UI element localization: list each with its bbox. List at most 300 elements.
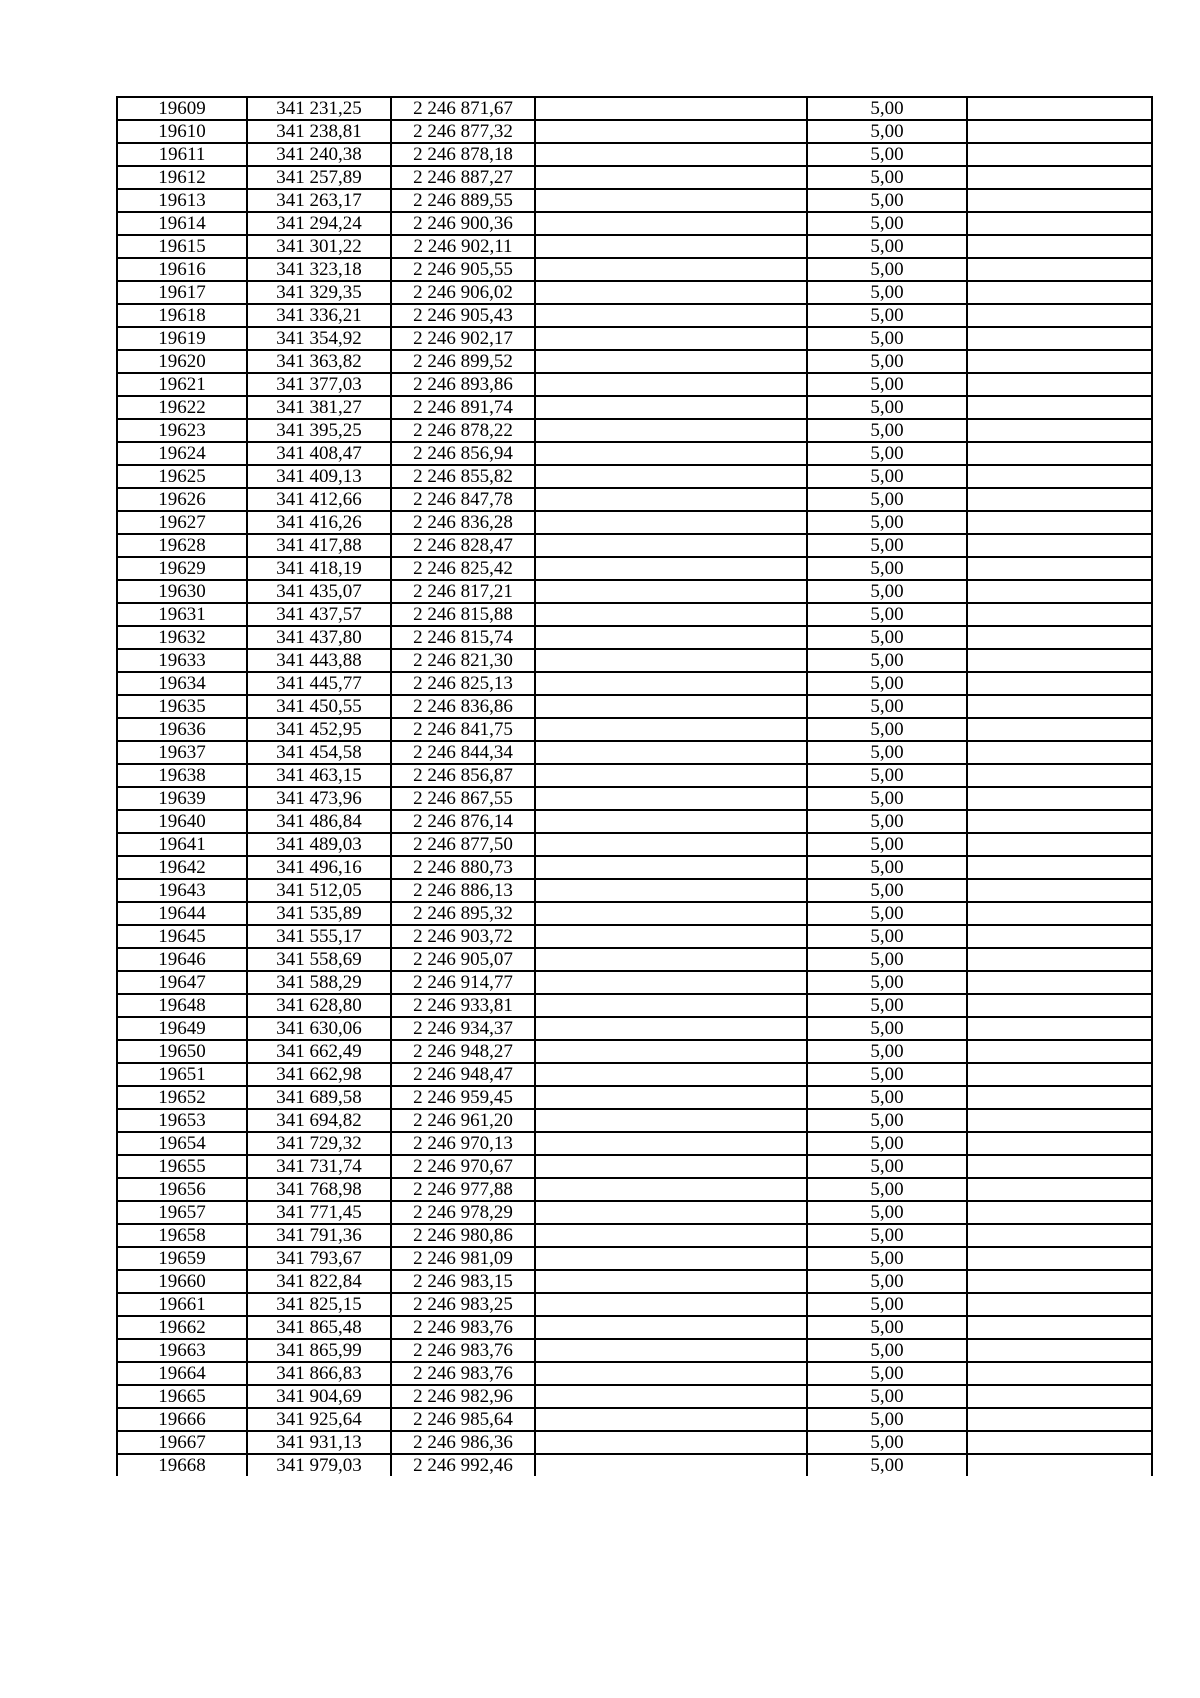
blank-cell [967,97,1152,120]
x-coordinate-cell: 341 450,55 [247,695,391,718]
blank-cell [967,603,1152,626]
blank-cell [535,603,807,626]
point-number-cell: 19642 [117,856,247,879]
blank-cell [967,580,1152,603]
table-row [117,1431,1152,1454]
table-row [117,1201,1152,1224]
point-number-cell: 19628 [117,534,247,557]
blank-cell [535,580,807,603]
tolerance-cell: 5,00 [807,1109,967,1132]
x-coordinate-cell: 341 323,18 [247,258,391,281]
tolerance-cell: 5,00 [807,649,967,672]
blank-cell [967,511,1152,534]
x-coordinate-cell: 341 662,49 [247,1040,391,1063]
blank-cell [535,1339,807,1362]
blank-cell [535,304,807,327]
y-coordinate-cell: 2 246 981,09 [391,1247,535,1270]
blank-cell [535,1040,807,1063]
x-coordinate-cell: 341 925,64 [247,1408,391,1431]
tolerance-cell: 5,00 [807,189,967,212]
table-row [117,1454,1152,1476]
blank-cell [967,1017,1152,1040]
y-coordinate-cell: 2 246 856,94 [391,442,535,465]
blank-cell [535,1431,807,1454]
table-row [117,626,1152,649]
x-coordinate-cell: 341 336,21 [247,304,391,327]
x-coordinate-cell: 341 535,89 [247,902,391,925]
blank-cell [967,925,1152,948]
table-row [117,695,1152,718]
y-coordinate-cell: 2 246 905,43 [391,304,535,327]
blank-cell [535,764,807,787]
tolerance-cell: 5,00 [807,856,967,879]
y-coordinate-cell: 2 246 828,47 [391,534,535,557]
blank-cell [535,1270,807,1293]
table-row [117,580,1152,603]
tolerance-cell: 5,00 [807,350,967,373]
table-row [117,235,1152,258]
point-number-cell: 19636 [117,718,247,741]
tolerance-cell: 5,00 [807,741,967,764]
tolerance-cell: 5,00 [807,994,967,1017]
point-number-cell: 19627 [117,511,247,534]
point-number-cell: 19662 [117,1316,247,1339]
y-coordinate-cell: 2 246 841,75 [391,718,535,741]
table-row [117,396,1152,419]
blank-cell [967,1362,1152,1385]
x-coordinate-cell: 341 381,27 [247,396,391,419]
blank-cell [967,810,1152,833]
x-coordinate-cell: 341 329,35 [247,281,391,304]
table-row [117,442,1152,465]
tolerance-cell: 5,00 [807,925,967,948]
tolerance-cell: 5,00 [807,511,967,534]
table-row [117,902,1152,925]
point-number-cell: 19620 [117,350,247,373]
blank-cell [535,1224,807,1247]
blank-cell [535,626,807,649]
blank-cell [967,1408,1152,1431]
blank-cell [535,1293,807,1316]
blank-cell [967,304,1152,327]
blank-cell [967,1293,1152,1316]
point-number-cell: 19637 [117,741,247,764]
y-coordinate-cell: 2 246 986,36 [391,1431,535,1454]
tolerance-cell: 5,00 [807,373,967,396]
blank-cell [967,1155,1152,1178]
blank-cell [967,373,1152,396]
y-coordinate-cell: 2 246 893,86 [391,373,535,396]
blank-cell [967,856,1152,879]
blank-cell [535,235,807,258]
blank-cell [967,534,1152,557]
y-coordinate-cell: 2 246 948,47 [391,1063,535,1086]
tolerance-cell: 5,00 [807,281,967,304]
blank-cell [967,189,1152,212]
point-number-cell: 19631 [117,603,247,626]
point-number-cell: 19643 [117,879,247,902]
point-number-cell: 19659 [117,1247,247,1270]
y-coordinate-cell: 2 246 978,29 [391,1201,535,1224]
x-coordinate-cell: 341 496,16 [247,856,391,879]
table-row [117,672,1152,695]
point-number-cell: 19653 [117,1109,247,1132]
tolerance-cell: 5,00 [807,764,967,787]
x-coordinate-cell: 341 377,03 [247,373,391,396]
x-coordinate-cell: 341 558,69 [247,948,391,971]
table-row [117,1086,1152,1109]
point-number-cell: 19649 [117,1017,247,1040]
x-coordinate-cell: 341 409,13 [247,465,391,488]
tolerance-cell: 5,00 [807,1017,967,1040]
tolerance-cell: 5,00 [807,258,967,281]
y-coordinate-cell: 2 246 982,96 [391,1385,535,1408]
blank-cell [535,396,807,419]
blank-cell [967,718,1152,741]
x-coordinate-cell: 341 257,89 [247,166,391,189]
table-row [117,925,1152,948]
point-number-cell: 19644 [117,902,247,925]
tolerance-cell: 5,00 [807,442,967,465]
blank-cell [967,1454,1152,1476]
tolerance-cell: 5,00 [807,465,967,488]
point-number-cell: 19612 [117,166,247,189]
tolerance-cell: 5,00 [807,304,967,327]
x-coordinate-cell: 341 689,58 [247,1086,391,1109]
y-coordinate-cell: 2 246 905,07 [391,948,535,971]
y-coordinate-cell: 2 246 903,72 [391,925,535,948]
point-number-cell: 19629 [117,557,247,580]
point-number-cell: 19655 [117,1155,247,1178]
blank-cell [967,143,1152,166]
point-number-cell: 19650 [117,1040,247,1063]
y-coordinate-cell: 2 246 855,82 [391,465,535,488]
y-coordinate-cell: 2 246 825,13 [391,672,535,695]
point-number-cell: 19664 [117,1362,247,1385]
x-coordinate-cell: 341 731,74 [247,1155,391,1178]
table-row [117,350,1152,373]
y-coordinate-cell: 2 246 980,86 [391,1224,535,1247]
y-coordinate-cell: 2 246 983,76 [391,1362,535,1385]
table-row [117,1178,1152,1201]
y-coordinate-cell: 2 246 891,74 [391,396,535,419]
y-coordinate-cell: 2 246 902,11 [391,235,535,258]
blank-cell [967,1270,1152,1293]
blank-cell [967,948,1152,971]
table-row [117,166,1152,189]
blank-cell [535,1247,807,1270]
blank-cell [967,442,1152,465]
x-coordinate-cell: 341 301,22 [247,235,391,258]
point-number-cell: 19640 [117,810,247,833]
x-coordinate-cell: 341 979,03 [247,1454,391,1476]
x-coordinate-cell: 341 240,38 [247,143,391,166]
blank-cell [535,971,807,994]
x-coordinate-cell: 341 437,57 [247,603,391,626]
x-coordinate-cell: 341 489,03 [247,833,391,856]
blank-cell [535,1155,807,1178]
table-row [117,994,1152,1017]
blank-cell [535,833,807,856]
x-coordinate-cell: 341 486,84 [247,810,391,833]
tolerance-cell: 5,00 [807,695,967,718]
point-number-cell: 19633 [117,649,247,672]
table-row [117,419,1152,442]
blank-cell [535,557,807,580]
tolerance-cell: 5,00 [807,1362,967,1385]
tolerance-cell: 5,00 [807,1431,967,1454]
x-coordinate-cell: 341 443,88 [247,649,391,672]
blank-cell [535,120,807,143]
table-row [117,1247,1152,1270]
x-coordinate-cell: 341 452,95 [247,718,391,741]
y-coordinate-cell: 2 246 878,22 [391,419,535,442]
y-coordinate-cell: 2 246 906,02 [391,281,535,304]
blank-cell [967,626,1152,649]
y-coordinate-cell: 2 246 815,74 [391,626,535,649]
y-coordinate-cell: 2 246 983,15 [391,1270,535,1293]
x-coordinate-cell: 341 354,92 [247,327,391,350]
blank-cell [967,1247,1152,1270]
y-coordinate-cell: 2 246 880,73 [391,856,535,879]
blank-cell [967,1224,1152,1247]
x-coordinate-cell: 341 771,45 [247,1201,391,1224]
point-number-cell: 19614 [117,212,247,235]
tolerance-cell: 5,00 [807,1316,967,1339]
x-coordinate-cell: 341 417,88 [247,534,391,557]
blank-cell [535,419,807,442]
tolerance-cell: 5,00 [807,672,967,695]
x-coordinate-cell: 341 463,15 [247,764,391,787]
table-row [117,143,1152,166]
blank-cell [535,189,807,212]
table-row [117,1063,1152,1086]
y-coordinate-cell: 2 246 815,88 [391,603,535,626]
point-number-cell: 19668 [117,1454,247,1476]
blank-cell [967,1385,1152,1408]
tolerance-cell: 5,00 [807,327,967,350]
y-coordinate-cell: 2 246 844,34 [391,741,535,764]
blank-cell [535,143,807,166]
point-number-cell: 19641 [117,833,247,856]
blank-cell [535,350,807,373]
tolerance-cell: 5,00 [807,1155,967,1178]
blank-cell [535,1178,807,1201]
blank-cell [967,350,1152,373]
tolerance-cell: 5,00 [807,1339,967,1362]
point-number-cell: 19615 [117,235,247,258]
tolerance-cell: 5,00 [807,1270,967,1293]
blank-cell [535,1385,807,1408]
table-row [117,764,1152,787]
blank-cell [535,1316,807,1339]
blank-cell [967,235,1152,258]
blank-cell [967,1316,1152,1339]
y-coordinate-cell: 2 246 992,46 [391,1454,535,1476]
blank-cell [967,166,1152,189]
table-row [117,603,1152,626]
tolerance-cell: 5,00 [807,971,967,994]
point-number-cell: 19646 [117,948,247,971]
tolerance-cell: 5,00 [807,1040,967,1063]
blank-cell [967,649,1152,672]
x-coordinate-cell: 341 416,26 [247,511,391,534]
y-coordinate-cell: 2 246 900,36 [391,212,535,235]
table-row [117,557,1152,580]
table-row [117,1293,1152,1316]
table-row [117,833,1152,856]
x-coordinate-cell: 341 395,25 [247,419,391,442]
blank-cell [967,833,1152,856]
table-row [117,534,1152,557]
x-coordinate-cell: 341 694,82 [247,1109,391,1132]
point-number-cell: 19634 [117,672,247,695]
blank-cell [535,1086,807,1109]
y-coordinate-cell: 2 246 977,88 [391,1178,535,1201]
x-coordinate-cell: 341 363,82 [247,350,391,373]
table-row [117,120,1152,143]
y-coordinate-cell: 2 246 871,67 [391,97,535,120]
blank-cell [535,258,807,281]
blank-cell [535,1362,807,1385]
blank-cell [535,925,807,948]
table-row [117,1408,1152,1431]
blank-cell [535,856,807,879]
x-coordinate-cell: 341 412,66 [247,488,391,511]
table-row [117,1109,1152,1132]
tolerance-cell: 5,00 [807,212,967,235]
table-row [117,1224,1152,1247]
point-number-cell: 19616 [117,258,247,281]
blank-cell [967,764,1152,787]
table-row [117,1155,1152,1178]
blank-cell [967,120,1152,143]
x-coordinate-cell: 341 454,58 [247,741,391,764]
tolerance-cell: 5,00 [807,1247,967,1270]
table-row [117,465,1152,488]
point-number-cell: 19663 [117,1339,247,1362]
point-number-cell: 19654 [117,1132,247,1155]
x-coordinate-cell: 341 231,25 [247,97,391,120]
table-row [117,718,1152,741]
blank-cell [535,373,807,396]
tolerance-cell: 5,00 [807,718,967,741]
table-row [117,787,1152,810]
blank-cell [535,327,807,350]
table-row [117,189,1152,212]
blank-cell [535,1408,807,1431]
x-coordinate-cell: 341 588,29 [247,971,391,994]
point-number-cell: 19619 [117,327,247,350]
coordinates-table [116,96,1153,1476]
point-number-cell: 19609 [117,97,247,120]
blank-cell [967,1063,1152,1086]
table-row [117,281,1152,304]
blank-cell [535,810,807,833]
y-coordinate-cell: 2 246 983,76 [391,1316,535,1339]
blank-cell [967,557,1152,580]
x-coordinate-cell: 341 473,96 [247,787,391,810]
y-coordinate-cell: 2 246 836,86 [391,695,535,718]
tolerance-cell: 5,00 [807,1132,967,1155]
blank-cell [535,465,807,488]
y-coordinate-cell: 2 246 856,87 [391,764,535,787]
point-number-cell: 19638 [117,764,247,787]
blank-cell [967,465,1152,488]
point-number-cell: 19652 [117,1086,247,1109]
y-coordinate-cell: 2 246 961,20 [391,1109,535,1132]
x-coordinate-cell: 341 445,77 [247,672,391,695]
y-coordinate-cell: 2 246 887,27 [391,166,535,189]
blank-cell [967,971,1152,994]
point-number-cell: 19661 [117,1293,247,1316]
blank-cell [535,534,807,557]
x-coordinate-cell: 341 662,98 [247,1063,391,1086]
point-number-cell: 19618 [117,304,247,327]
blank-cell [535,902,807,925]
table-row [117,879,1152,902]
blank-cell [967,787,1152,810]
x-coordinate-cell: 341 729,32 [247,1132,391,1155]
point-number-cell: 19610 [117,120,247,143]
blank-cell [967,1178,1152,1201]
point-number-cell: 19630 [117,580,247,603]
blank-cell [967,281,1152,304]
x-coordinate-cell: 341 512,05 [247,879,391,902]
blank-cell [967,1201,1152,1224]
point-number-cell: 19626 [117,488,247,511]
tolerance-cell: 5,00 [807,1385,967,1408]
point-number-cell: 19660 [117,1270,247,1293]
table-row [117,1132,1152,1155]
point-number-cell: 19645 [117,925,247,948]
blank-cell [535,166,807,189]
tolerance-cell: 5,00 [807,120,967,143]
blank-cell [535,718,807,741]
point-number-cell: 19667 [117,1431,247,1454]
tolerance-cell: 5,00 [807,1086,967,1109]
table-row [117,741,1152,764]
blank-cell [535,948,807,971]
tolerance-cell: 5,00 [807,902,967,925]
tolerance-cell: 5,00 [807,879,967,902]
x-coordinate-cell: 341 294,24 [247,212,391,235]
point-number-cell: 19611 [117,143,247,166]
table-row [117,1017,1152,1040]
blank-cell [535,488,807,511]
tolerance-cell: 5,00 [807,419,967,442]
table-row [117,1040,1152,1063]
table-row [117,1385,1152,1408]
blank-cell [967,1109,1152,1132]
table-row [117,948,1152,971]
blank-cell [535,787,807,810]
table-body [117,97,1152,1476]
x-coordinate-cell: 341 768,98 [247,1178,391,1201]
point-number-cell: 19622 [117,396,247,419]
point-number-cell: 19632 [117,626,247,649]
blank-cell [535,1017,807,1040]
blank-cell [535,741,807,764]
point-number-cell: 19617 [117,281,247,304]
y-coordinate-cell: 2 246 886,13 [391,879,535,902]
table-row [117,1270,1152,1293]
y-coordinate-cell: 2 246 889,55 [391,189,535,212]
blank-cell [535,1109,807,1132]
tolerance-cell: 5,00 [807,557,967,580]
tolerance-cell: 5,00 [807,787,967,810]
tolerance-cell: 5,00 [807,1454,967,1476]
